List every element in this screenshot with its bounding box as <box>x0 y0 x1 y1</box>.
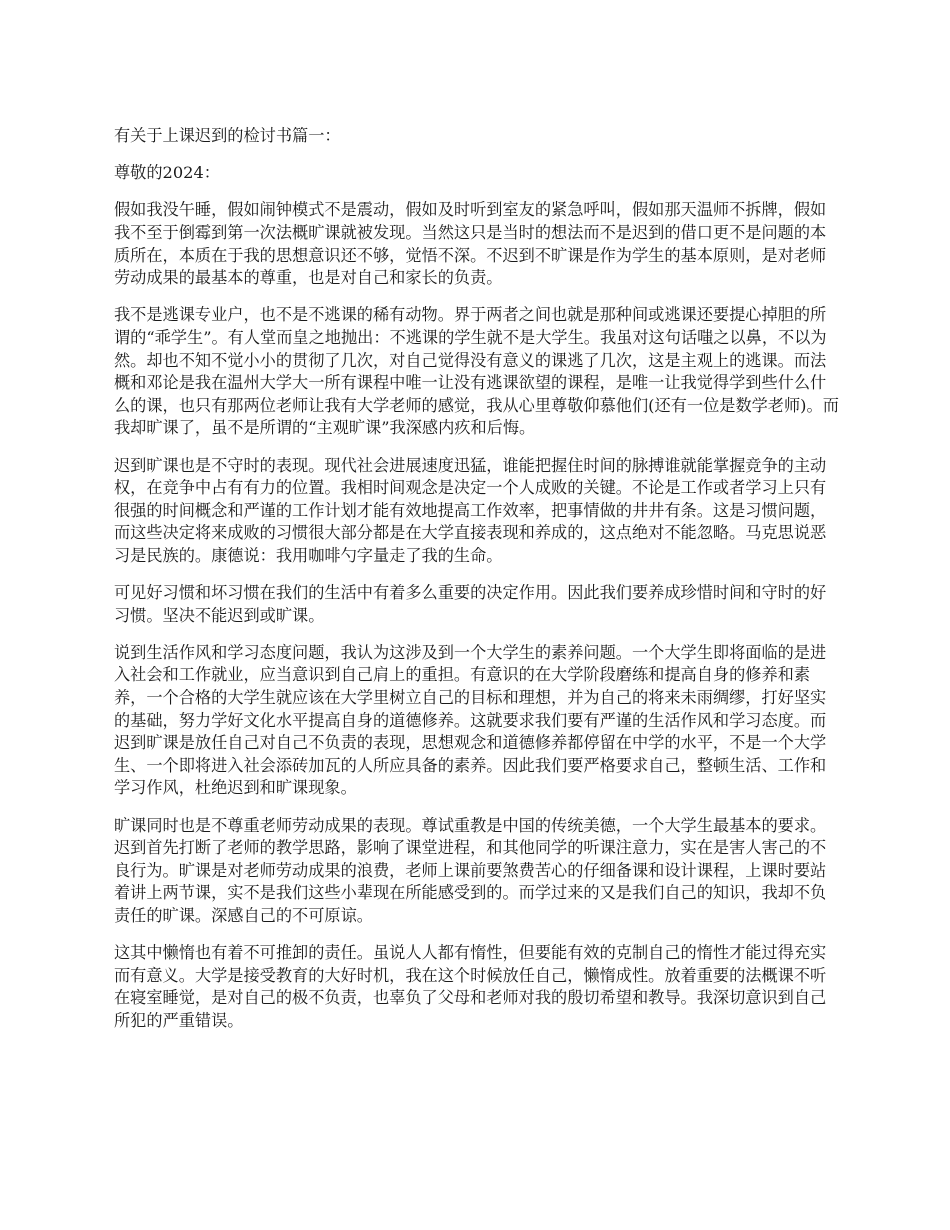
paragraph: 迟到旷课也是不守时的表现。现代社会进展速度迅猛，谁能把握住时间的脉搏谁就能掌握竞争的主动权，在竞争中占有有力的位置。我相时间观念是决定一个人成败的关键。不论是工作或者学习上只有很强的时间概念和严谨的工作计划才能有效地提高工作效率，把事情做的井井有条。这是习惯问题，而这些决定将来成败的习惯很大部分都是在大学直接表现和养成的，这点绝对不能忽略。马克思说恶习是民族的。康德说：我用咖啡勺字量走了我的生命。 <box>114 455 827 565</box>
paragraph: 这其中懒惰也有着不可推卸的责任。虽说人人都有惰性，但要能有效的克制自己的惰性才能过得充实而有意义。大学是接受教育的大好时机，我在这个时候放任自己，懒惰成性。放着重要的法概课不听在寝室睡觉，是对自己的极不负责，也辜负了父母和老师对我的殷切希望和教导。我深切意识到自己所犯的严重错误。 <box>114 943 827 1030</box>
paragraph: 说到生活作风和学习态度问题，我认为这涉及到一个大学生的素养问题。一个大学生即将面临的是进入社会和工作就业，应当意识到自己肩上的重担。有意识的在大学阶段磨练和提高自身的修养和素养，一个合格的大学生就应该在大学里树立自己的目标和理想，并为自己的将来未雨绸缪，打好坚实的基础，努力学好文化水平提高自身的道德修养。这就要求我们要有严谨的生活作风和学习态度。而迟到旷课是放任自己对自己不负责的表现，思想观念和道德修养都停留在中学的水平，不是一个大学生、一个即将进入社会添砖加瓦的人所应具备的素养。因此我们要严格要求自己，整顿生活、工作和学习作风，杜绝迟到和旷课现象。 <box>114 642 827 798</box>
paragraph: 旷课同时也是不尊重老师劳动成果的表现。尊试重教是中国的传统美德，一个大学生最基本的要求。迟到首先打断了老师的教学思路，影响了课堂进程，和其他同学的听课注意力，实在是害人害己的不良行为。旷课是对老师劳动成果的浪费，老师上课前要煞费苦心的仔细备课和设计课程，上课时要站着讲上两节课，实不是我们这些小辈现在所能感受到的。而学过来的又是我们自己的知识，我却不负责任的旷课。深感自己的不可原谅。 <box>114 815 827 925</box>
salutation: 尊敬的2024： <box>114 163 220 183</box>
document-title: 有关于上课迟到的检讨书篇一： <box>114 126 341 145</box>
paragraph: 我不是逃课专业户，也不是不逃课的稀有动物。界于两者之间也就是那种间或逃课还要提心掉胆的所谓的“乖学生”。有人堂而皇之地抛出：不逃课的学生就不是大学生。我虽对这句话嗤之以鼻，不以为然。却也不知不觉小小的贯彻了几次，对自己觉得没有意义的课逃了几次，这是主观上的逃课。而法概和邓论是我在温州大学大一所有课程中唯一让没有逃课欲望的课程，是唯一让我觉得学到些什么什么的课，也只有那两位老师让我有大学老师的感觉，我从心里尊敬仰慕他们(还有一位是数学老师)。而我却旷课了，虽不是所谓的“主观旷课”我深感内疚和后悔。 <box>114 305 839 438</box>
paragraph: 假如我没午睡，假如闹钟模式不是震动，假如及时听到室友的紧急呼叫，假如那天温师不拆牌，假如我不至于倒霉到第一次法概旷课就被发现。当然这只是当时的想法而不是迟到的借口更不是问题的本质所在，本质在于我的思想意识还不够，觉悟不深。不迟到不旷课是作为学生的基本原则，是对老师劳动成果的最基本的尊重，也是对自己和家长的负责。 <box>114 200 827 288</box>
document-body <box>114 125 842 1047</box>
paragraph: 可见好习惯和坏习惯在我们的生活中有着多么重要的决定作用。因此我们要养成珍惜时间和守时的好习惯。坚决不能迟到或旷课。 <box>114 583 827 625</box>
